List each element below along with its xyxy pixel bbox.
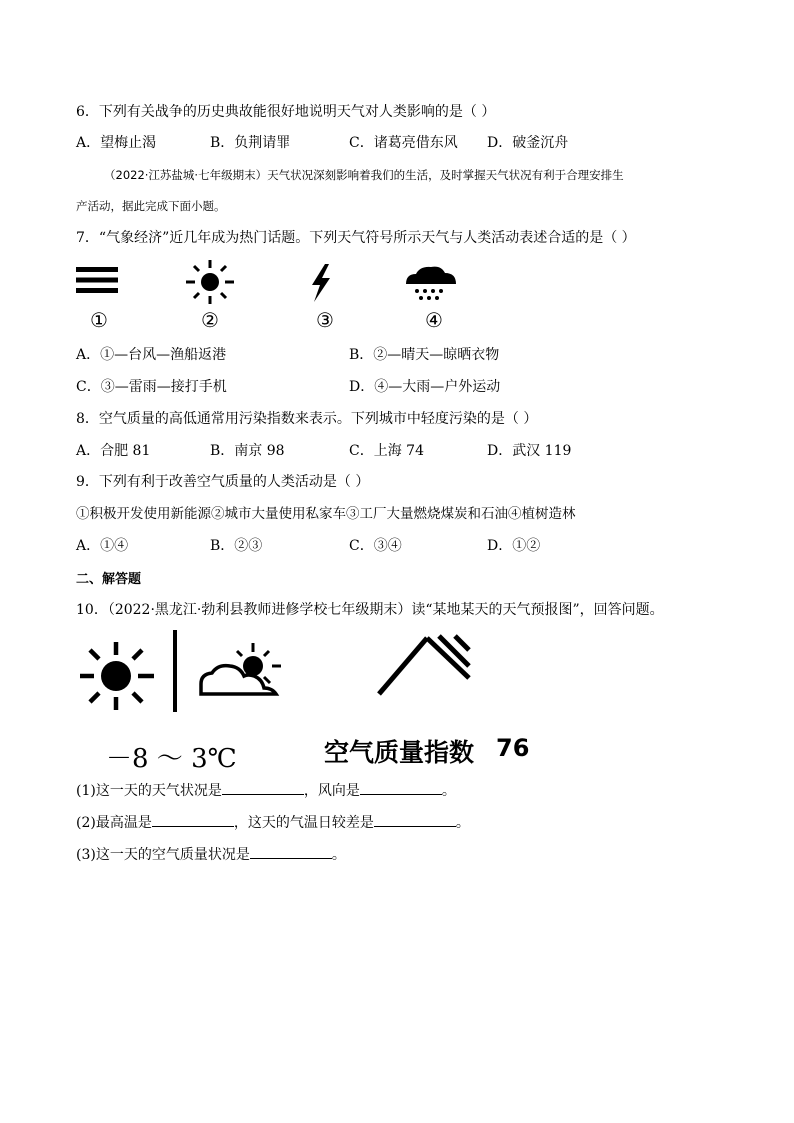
typhoon-bars-icon	[76, 266, 118, 294]
q6-option-d: D．破釜沉舟	[487, 135, 569, 151]
q10-sub2	[76, 812, 470, 833]
symbol-label-1: ①	[90, 308, 108, 332]
heavy-rain-cloud-icon	[403, 264, 459, 302]
q6-option-b: B．负荆请罪	[210, 135, 291, 151]
sub2-label: (2)最高温是	[76, 815, 152, 831]
symbol-label-2: ②	[201, 308, 219, 332]
sub1-end: 。	[441, 783, 456, 799]
section-title: 二、解答题	[76, 572, 142, 587]
q9-option-a: A．①④	[76, 538, 129, 554]
sub2-end: 。	[455, 815, 470, 831]
intro-line-1: （2022·江苏盐城·七年级期末）天气状况深刻影响着我们的生活，及时掌握天气状况有利于合理安排生	[104, 168, 624, 182]
answer-blank-wind-direction[interactable]	[360, 780, 442, 795]
wind-barb-icon	[375, 632, 475, 698]
sub1-label-b: ，风向是	[303, 783, 360, 799]
sub2-label-b: ，这天的气温日较差是	[233, 815, 374, 831]
sub3-label: (3)这一天的空气质量状况是	[76, 847, 250, 863]
q6-option-a: A．望梅止渴	[76, 135, 157, 151]
q9-option-d: D．①②	[487, 538, 541, 554]
q10-stem: 10．（2022·黑龙江·勃利县教师进修学校七年级期末）读“某地某天的天气预报图”，回答问题。	[76, 602, 664, 618]
intro-line-2: 产活动，据此完成下面小题。	[76, 199, 226, 213]
q8-option-c: C．上海 74	[349, 443, 424, 459]
q7-option-a: A．①—台风—渔船返港	[76, 347, 227, 363]
q7-option-d: D．④—大雨—户外运动	[349, 379, 501, 395]
figure-divider	[173, 630, 177, 712]
answer-blank-air-quality[interactable]	[250, 844, 332, 859]
lightning-icon	[308, 264, 334, 302]
q8-option-a: A．合肥 81	[76, 443, 151, 459]
q9-statements: ①积极开发使用新能源②城市大量使用私家车③工厂大量燃烧煤炭和石油④植树造林	[76, 506, 576, 522]
answer-blank-temp-range[interactable]	[374, 812, 456, 827]
q10-sub3	[76, 844, 346, 865]
aqi-label: 空气质量指数	[324, 738, 475, 767]
q7-stem: 7．“气象经济”近几年成为热门话题。下列天气符号所示天气与人类活动表述合适的是（ ）	[76, 230, 636, 246]
sunny-to-cloudy-icon	[198, 640, 286, 698]
q7-option-c: C．③—雷雨—接打手机	[76, 379, 227, 395]
q8-stem: 8．空气质量的高低通常用污染指数来表示。下列城市中轻度污染的是（ ）	[76, 411, 538, 427]
q6-option-c: C．诸葛亮借东风	[349, 135, 458, 151]
answer-blank-max-temp[interactable]	[152, 812, 234, 827]
symbol-label-4: ④	[425, 308, 443, 332]
q8-option-d: D．武汉 119	[487, 443, 572, 459]
sub1-label: (1)这一天的天气状况是	[76, 783, 222, 799]
sub3-end: 。	[331, 847, 346, 863]
q6-stem: 6．下列有关战争的历史典故能很好地说明天气对人类影响的是（ ）	[76, 104, 496, 120]
q7-option-b: B．②—晴天—晾晒衣物	[349, 347, 500, 363]
sun-icon	[185, 260, 235, 304]
temperature-range: －8 ～ 3℃	[106, 744, 237, 774]
q8-option-b: B．南京 98	[210, 443, 285, 459]
q9-option-c: C．③④	[349, 538, 402, 554]
q9-option-b: B．②③	[210, 538, 263, 554]
aqi-value: 76	[496, 734, 530, 762]
sun-icon	[78, 640, 158, 710]
q10-sub1	[76, 780, 456, 801]
q9-stem: 9．下列有利于改善空气质量的人类活动是（ ）	[76, 474, 370, 490]
symbol-label-3: ③	[316, 308, 334, 332]
answer-blank-weather[interactable]	[222, 780, 304, 795]
